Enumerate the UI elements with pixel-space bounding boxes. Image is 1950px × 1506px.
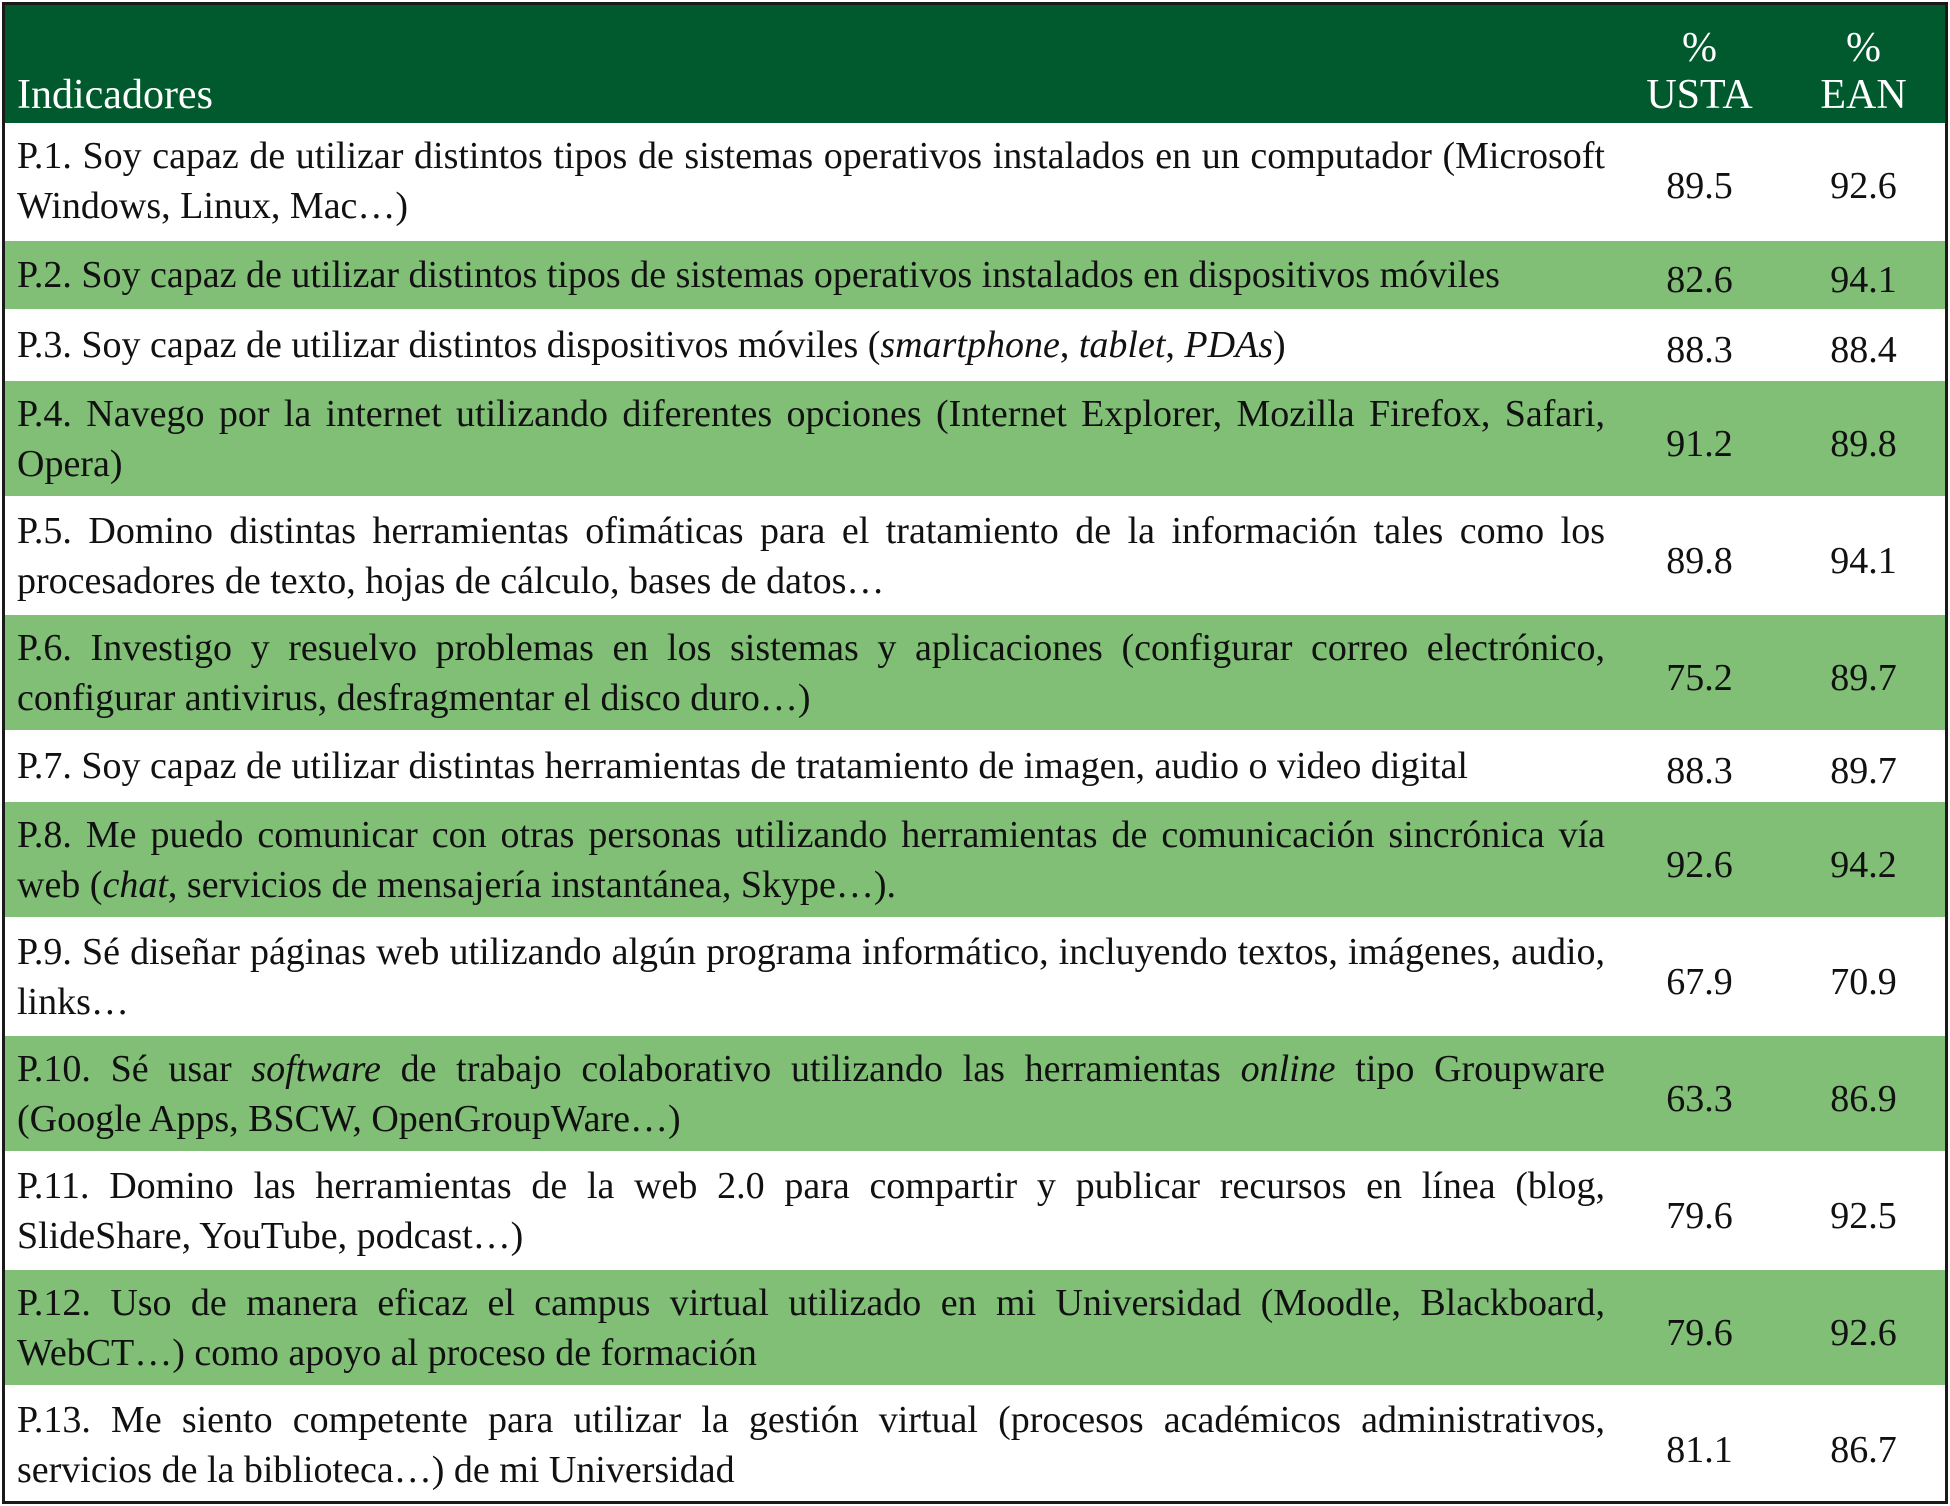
indicator-text-segment: P.8. Me puedo comunicar con otras personas utilizando herramientas de comunicación sincrónica vía web ( xyxy=(17,813,1605,906)
indicators-table xyxy=(5,5,1945,1503)
usta-value: 79.6 xyxy=(1617,1152,1782,1269)
indicator-text-segment: P.12. Uso de manera eficaz el campus virtual utilizado en mi Universidad (Moodle, Blackboard, WebCT…) como apoyo al proceso de formación xyxy=(17,1281,1605,1374)
ean-value: 92.6 xyxy=(1782,1269,1945,1386)
ean-value: 86.9 xyxy=(1782,1035,1945,1152)
header-row xyxy=(5,5,1945,123)
table-frame xyxy=(2,2,1948,1504)
indicator-text-italic: PDAs xyxy=(1184,324,1274,367)
indicator-text-italic: software xyxy=(251,1047,381,1090)
indicator-text-segment: de trabajo colaborativo utilizando las herramientas xyxy=(380,1047,1241,1090)
table-row xyxy=(5,731,1945,801)
indicator-text-segment: P.1. Soy capaz de utilizar distintos tipos de sistemas operativos instalados en un computador (Microsoft Windows, Linux, Mac…) xyxy=(17,134,1605,227)
table-row xyxy=(5,614,1945,731)
table-row xyxy=(5,380,1945,497)
indicator-text-segment: P.13. Me siento competente para utilizar la gestión virtual (procesos académicos administrativos, servicios de la biblioteca…) de mi Universidad xyxy=(17,1399,1605,1492)
table-row xyxy=(5,918,1945,1035)
indicator-text-segment: P.11. Domino las herramientas de la web 2.0 para compartir y publicar recursos en línea (blog, SlideShare, YouTube, podcast…) xyxy=(17,1164,1605,1257)
indicator-text xyxy=(5,497,1617,614)
usta-value: 88.3 xyxy=(1617,310,1782,380)
table-body xyxy=(5,123,1945,1503)
indicator-text-segment: , xyxy=(1165,324,1185,367)
header-usta-label: USTA xyxy=(1646,71,1753,118)
table-row xyxy=(5,310,1945,380)
indicator-text xyxy=(5,1386,1617,1503)
indicator-text xyxy=(5,1035,1617,1152)
indicator-text-segment: P.10. Sé usar xyxy=(17,1047,252,1090)
header-indicadores: Indicadores xyxy=(5,5,1617,123)
usta-value: 79.6 xyxy=(1617,1269,1782,1386)
indicator-text xyxy=(5,801,1617,918)
table-row xyxy=(5,123,1945,240)
header-ean-label: EAN xyxy=(1820,71,1907,118)
header-ean xyxy=(1782,5,1945,123)
usta-value: 89.8 xyxy=(1617,497,1782,614)
indicator-text-italic: chat xyxy=(102,863,168,906)
table-row xyxy=(5,497,1945,614)
indicator-text-segment: P.9. Sé diseñar páginas web utilizando algún programa informático, incluyendo textos, imágenes, audio, links… xyxy=(17,930,1605,1023)
indicator-text xyxy=(5,614,1617,731)
indicator-text-segment: P.6. Investigo y resuelvo problemas en los sistemas y aplicaciones (configurar correo electrónico, configurar antivirus, desfragmentar el disco duro…) xyxy=(17,626,1605,719)
indicator-text-segment: P.2. Soy capaz de utilizar distintos tipos de sistemas operativos instalados en dispositivos móviles xyxy=(17,254,1500,296)
ean-value: 89.7 xyxy=(1782,614,1945,731)
table-row xyxy=(5,1269,1945,1386)
indicator-text-italic: tablet xyxy=(1078,324,1166,367)
ean-value: 88.4 xyxy=(1782,310,1945,380)
indicator-text-segment: tipo Groupware (Google Apps, BSCW, OpenGroupWare…) xyxy=(17,1047,1606,1140)
indicator-text xyxy=(5,918,1617,1035)
table-row xyxy=(5,1035,1945,1152)
indicator-text-segment: P.5. Domino distintas herramientas ofimáticas para el tratamiento de la información tales como los procesadores de texto, hojas de cálculo, bases de datos… xyxy=(17,509,1605,602)
usta-value: 81.1 xyxy=(1617,1386,1782,1503)
indicator-text-segment: , servicios de mensajería instantánea, Skype…). xyxy=(167,863,897,906)
indicator-text-segment: P.3. Soy capaz de utilizar distintos dispositivos móviles ( xyxy=(17,324,881,367)
ean-value: 89.7 xyxy=(1782,731,1945,801)
header-ean-percent: % xyxy=(1846,24,1881,71)
usta-value: 91.2 xyxy=(1617,380,1782,497)
ean-value: 70.9 xyxy=(1782,918,1945,1035)
ean-value: 92.5 xyxy=(1782,1152,1945,1269)
indicator-text xyxy=(5,731,1617,801)
table-header xyxy=(5,5,1945,123)
ean-value: 92.6 xyxy=(1782,123,1945,240)
table-row xyxy=(5,801,1945,918)
header-usta xyxy=(1617,5,1782,123)
indicator-text xyxy=(5,310,1617,380)
indicator-text xyxy=(5,380,1617,497)
usta-value: 92.6 xyxy=(1617,801,1782,918)
usta-value: 75.2 xyxy=(1617,614,1782,731)
indicator-text-segment: ) xyxy=(1273,324,1286,367)
indicator-text-segment: , xyxy=(1059,324,1079,367)
usta-value: 63.3 xyxy=(1617,1035,1782,1152)
usta-value: 67.9 xyxy=(1617,918,1782,1035)
ean-value: 94.2 xyxy=(1782,801,1945,918)
header-usta-percent: % xyxy=(1682,24,1717,71)
indicator-text xyxy=(5,123,1617,240)
table-row xyxy=(5,240,1945,310)
ean-value: 94.1 xyxy=(1782,497,1945,614)
ean-value: 94.1 xyxy=(1782,240,1945,310)
ean-value: 86.7 xyxy=(1782,1386,1945,1503)
ean-value: 89.8 xyxy=(1782,380,1945,497)
indicator-text-segment: P.4. Navego por la internet utilizando diferentes opciones (Internet Explorer, Mozilla Firefox, Safari, Opera) xyxy=(17,392,1605,485)
usta-value: 82.6 xyxy=(1617,240,1782,310)
indicator-text-italic: smartphone xyxy=(880,324,1060,367)
indicator-text-segment: P.7. Soy capaz de utilizar distintas herramientas de tratamiento de imagen, audio o video digital xyxy=(17,745,1468,788)
indicator-text-italic: online xyxy=(1240,1047,1336,1090)
usta-value: 89.5 xyxy=(1617,123,1782,240)
indicator-text xyxy=(5,1269,1617,1386)
table-row xyxy=(5,1152,1945,1269)
indicator-text xyxy=(5,240,1617,310)
usta-value: 88.3 xyxy=(1617,731,1782,801)
table-row xyxy=(5,1386,1945,1503)
indicator-text xyxy=(5,1152,1617,1269)
